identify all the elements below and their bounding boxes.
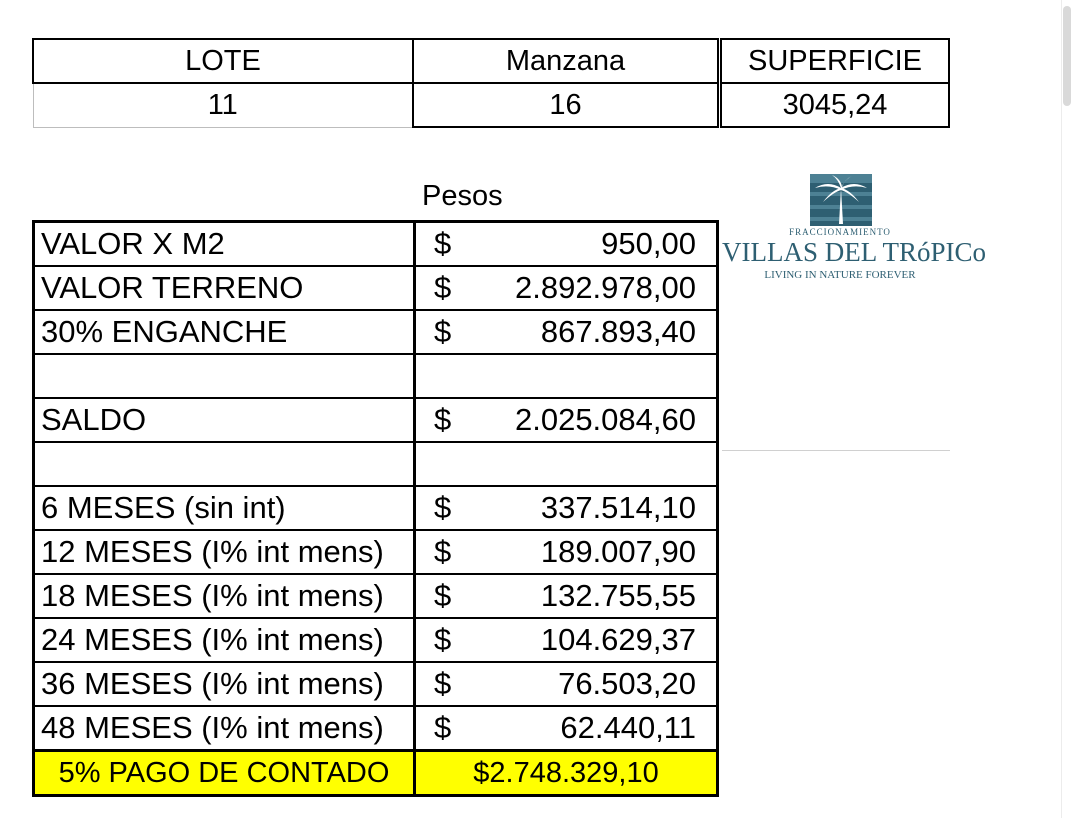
cell-gridline [722, 450, 950, 451]
price-table [32, 220, 719, 797]
row-amount-cell [415, 398, 718, 442]
row-concept: 12 MESES (I% int mens) [34, 530, 415, 574]
row-amount: 62.440,11 [560, 710, 696, 745]
dollar-sign: $ [434, 270, 452, 305]
row-concept [34, 442, 415, 486]
row-amount-cell [415, 222, 718, 267]
header-superficie: SUPERFICIE [720, 39, 950, 83]
row-concept: 36 MESES (I% int mens) [34, 662, 415, 706]
row-amount-cell [415, 618, 718, 662]
row-amount: 2.025.084,60 [514, 402, 696, 437]
row-amount-cell [415, 662, 718, 706]
table-row [34, 398, 718, 442]
table-row [34, 222, 718, 267]
row-amount-cell [415, 486, 718, 530]
dollar-sign: $ [434, 666, 452, 701]
table-row [34, 618, 718, 662]
row-concept: 48 MESES (I% int mens) [34, 706, 415, 751]
row-amount: 337.514,10 [540, 490, 696, 525]
table-row-empty [34, 354, 718, 398]
row-amount: 950,00 [601, 226, 696, 261]
header-manzana: Manzana [413, 39, 720, 83]
currency-label: Pesos [422, 180, 503, 212]
value-superficie: 3045,24 [720, 83, 950, 127]
table-row [34, 266, 718, 310]
table-row [34, 574, 718, 618]
row-amount-cell [415, 354, 718, 398]
lot-info-header-row [33, 39, 949, 83]
row-concept [34, 354, 415, 398]
row-amount: 132.755,55 [540, 578, 696, 613]
lot-info-table [32, 38, 950, 128]
table-row [34, 530, 718, 574]
row-concept: VALOR TERRENO [34, 266, 415, 310]
logo-tagline: LIVING IN NATURE FOREVER [764, 269, 916, 281]
dollar-sign: $ [434, 490, 452, 525]
table-row [34, 662, 718, 706]
logo-name: VILLAS DEL TRóPICo [722, 237, 987, 267]
row-amount: 2.892.978,00 [514, 270, 696, 305]
table-row [34, 486, 718, 530]
row-amount: 189.007,90 [540, 534, 696, 569]
dollar-sign: $ [434, 534, 452, 569]
cash-payment-row [34, 751, 718, 796]
value-manzana: 16 [413, 83, 720, 127]
value-lote: 11 [33, 83, 413, 127]
row-amount: 104.629,37 [540, 622, 696, 657]
row-amount-cell [415, 706, 718, 751]
header-lote: LOTE [33, 39, 413, 83]
cash-payment-amount: $2.748.329,10 [415, 751, 718, 796]
dollar-sign: $ [434, 710, 452, 745]
row-amount-cell [415, 310, 718, 354]
row-amount: 76.503,20 [558, 666, 696, 701]
table-row-empty [34, 442, 718, 486]
row-concept: 6 MESES (sin int) [34, 486, 415, 530]
table-row [34, 706, 718, 751]
scrollbar-thumb[interactable] [1063, 6, 1071, 106]
row-amount-cell [415, 530, 718, 574]
dollar-sign: $ [434, 622, 452, 657]
dollar-sign: $ [434, 578, 452, 613]
cash-payment-label: 5% PAGO DE CONTADO [34, 751, 415, 796]
vertical-scrollbar[interactable] [1061, 0, 1081, 818]
row-concept: 30% ENGANCHE [34, 310, 415, 354]
lot-info-value-row [33, 83, 949, 127]
dollar-sign: $ [434, 402, 452, 437]
dollar-sign: $ [434, 314, 452, 349]
row-amount-cell [415, 442, 718, 486]
palm-tree-icon [810, 174, 872, 226]
row-amount-cell [415, 266, 718, 310]
row-concept: 18 MESES (I% int mens) [34, 574, 415, 618]
villas-del-tropico-logo [722, 172, 987, 288]
row-concept: VALOR X M2 [34, 222, 415, 267]
row-amount-cell [415, 574, 718, 618]
row-concept: SALDO [34, 398, 415, 442]
row-amount: 867.893,40 [540, 314, 696, 349]
row-concept: 24 MESES (I% int mens) [34, 618, 415, 662]
logo-small-text: FRACCIONAMIENTO [789, 227, 891, 237]
dollar-sign: $ [434, 226, 452, 261]
table-row [34, 310, 718, 354]
